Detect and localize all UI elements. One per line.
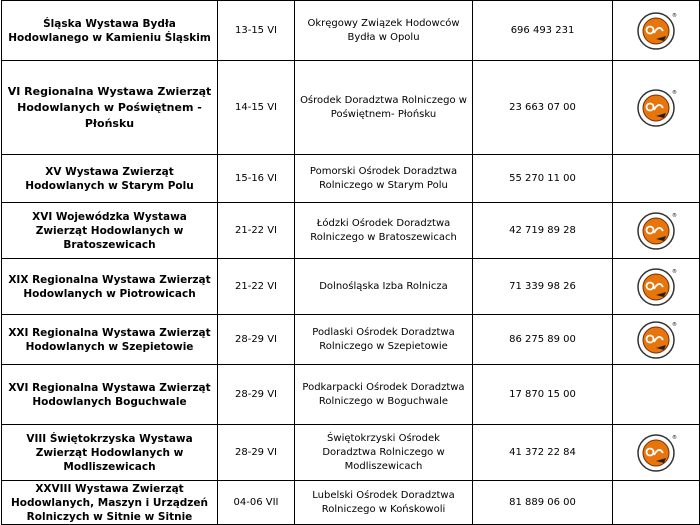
exhibition-name: XXVIII Wystawa Zwierząt Hodowlanych, Maszyn i Urządzeń Rolniczych w Sitnie w Sitnie	[2, 481, 218, 525]
logo-cell	[613, 315, 700, 365]
exhibition-dates: 21-22 VI	[218, 203, 295, 259]
organizer: Dolnośląska Izba Rolnicza	[295, 259, 473, 315]
table-row	[2, 61, 700, 155]
exhibition-name: VIII Świętokrzyska Wystawa Zwierząt Hodowlanych w Modliszewicach	[2, 425, 218, 481]
exhibition-logo-icon	[636, 320, 676, 360]
phone: 696 493 231	[473, 1, 613, 61]
exhibition-name: XV Wystawa Zwierząt Hodowlanych w Starym Polu	[2, 155, 218, 203]
logo-cell	[613, 203, 700, 259]
exhibition-name: VI Regionalna Wystawa Zwierząt Hodowlanych w Poświętnem - Płońsku	[2, 61, 218, 155]
phone: 81 889 06 00	[473, 481, 613, 525]
logo-cell	[613, 425, 700, 481]
phone: 23 663 07 00	[473, 61, 613, 155]
svg-text:®: ®	[672, 268, 677, 275]
exhibition-name: XXI Regionalna Wystawa Zwierząt Hodowlanych w Szepietowie	[2, 315, 218, 365]
organizer: Łódzki Ośrodek Doradztwa Rolniczego w Bratoszewicach	[295, 203, 473, 259]
phone: 42 719 89 28	[473, 203, 613, 259]
exhibition-dates: 28-29 VI	[218, 425, 295, 481]
exhibition-logo-icon	[636, 211, 676, 251]
organizer: Podlaski Ośrodek Doradztwa Rolniczego w Szepietowie	[295, 315, 473, 365]
exhibition-dates: 15-16 VI	[218, 155, 295, 203]
table-row	[2, 365, 700, 425]
exhibitions-table	[1, 0, 700, 525]
phone: 17 870 15 00	[473, 365, 613, 425]
table-row	[2, 155, 700, 203]
svg-text:®: ®	[672, 212, 677, 219]
logo-cell	[613, 155, 700, 203]
exhibition-logo-icon	[636, 267, 676, 307]
exhibition-dates: 28-29 VI	[218, 315, 295, 365]
exhibition-name: XIX Regionalna Wystawa Zwierząt Hodowlanych w Piotrowicach	[2, 259, 218, 315]
logo-cell	[613, 61, 700, 155]
organizer: Pomorski Ośrodek Doradztwa Rolniczego w Starym Polu	[295, 155, 473, 203]
table-row	[2, 259, 700, 315]
exhibition-dates: 21-22 VI	[218, 259, 295, 315]
table-row	[2, 1, 700, 61]
logo-cell	[613, 259, 700, 315]
logo-cell	[613, 1, 700, 61]
exhibition-dates: 14-15 VI	[218, 61, 295, 155]
exhibition-logo-icon	[636, 11, 676, 51]
logo-cell	[613, 365, 700, 425]
exhibition-logo-icon	[636, 433, 676, 473]
table-row	[2, 425, 700, 481]
logo-cell	[613, 481, 700, 525]
organizer: Podkarpacki Ośrodek Doradztwa Rolniczego w Boguchwale	[295, 365, 473, 425]
organizer: Okręgowy Związek Hodowców Bydła w Opolu	[295, 1, 473, 61]
organizer: Świętokrzyski Ośrodek Doradztwa Rolniczego w Modliszewicach	[295, 425, 473, 481]
svg-text:®: ®	[672, 434, 677, 441]
svg-text:®: ®	[672, 89, 677, 96]
organizer: Lubelski Ośrodek Doradztwa Rolniczego w Końskowoli	[295, 481, 473, 525]
svg-text:®: ®	[672, 12, 677, 19]
table-row	[2, 203, 700, 259]
phone: 71 339 98 26	[473, 259, 613, 315]
exhibition-dates: 04-06 VII	[218, 481, 295, 525]
exhibition-logo-icon	[636, 88, 676, 128]
exhibition-dates: 28-29 VI	[218, 365, 295, 425]
phone: 55 270 11 00	[473, 155, 613, 203]
table-row	[2, 315, 700, 365]
phone: 41 372 22 84	[473, 425, 613, 481]
exhibition-dates: 13-15 VI	[218, 1, 295, 61]
exhibition-name: XVI Regionalna Wystawa Zwierząt Hodowlanych Boguchwale	[2, 365, 218, 425]
svg-text:®: ®	[672, 321, 677, 328]
table-row	[2, 481, 700, 525]
exhibition-name: XVI Wojewódzka Wystawa Zwierząt Hodowlanych w Bratoszewicach	[2, 203, 218, 259]
phone: 86 275 89 00	[473, 315, 613, 365]
organizer: Ośrodek Doradztwa Rolniczego w Poświętnem- Płońsku	[295, 61, 473, 155]
exhibition-name: Śląska Wystawa Bydła Hodowlanego w Kamieniu Śląskim	[2, 1, 218, 61]
